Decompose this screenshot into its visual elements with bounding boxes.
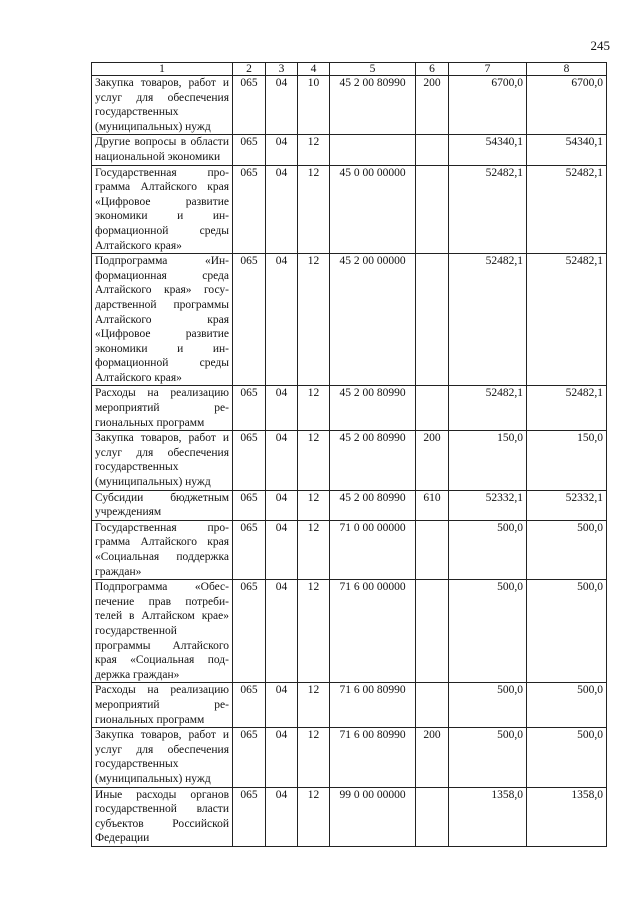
expense-type-cell	[416, 386, 449, 431]
subsection-cell: 12	[298, 431, 330, 490]
target-article-cell: 99 0 00 00000	[330, 787, 416, 846]
amount-cell: 52332,1	[449, 490, 527, 520]
page-number: 245	[590, 38, 610, 53]
row-name-cell: Государственная программа Алтайского края «Социальная поддержка граждан»	[92, 520, 233, 579]
header-cell: 7	[449, 63, 527, 76]
amount-cell: 52482,1	[527, 165, 607, 254]
subsection-cell: 12	[298, 135, 330, 165]
table-row	[92, 728, 607, 787]
amount-cell: 500,0	[527, 728, 607, 787]
subsection-cell: 12	[298, 165, 330, 254]
amount-cell: 500,0	[449, 520, 527, 579]
expense-type-cell	[416, 580, 449, 683]
row-name-cell: Подпрограмма «Информационная среда Алтайского края» государственной программы Алтайского края «Цифровое развитие экономики и информационной среды Алтайского края»	[92, 254, 233, 386]
row-name-cell: Закупка товаров, работ и услуг для обеспечения государственных (муниципальных) нужд	[92, 728, 233, 787]
target-article-cell: 71 0 00 00000	[330, 520, 416, 579]
row-name-cell: Закупка товаров, работ и услуг для обеспечения государственных (муниципальных) нужд	[92, 431, 233, 490]
admin-code-cell: 065	[233, 431, 266, 490]
amount-cell: 54340,1	[527, 135, 607, 165]
subsection-cell: 12	[298, 787, 330, 846]
amount-cell: 52482,1	[449, 254, 527, 386]
subsection-cell: 12	[298, 728, 330, 787]
table-header-row	[92, 63, 607, 76]
expense-type-cell: 610	[416, 490, 449, 520]
target-article-cell: 45 2 00 00000	[330, 254, 416, 386]
subsection-cell: 12	[298, 254, 330, 386]
header-cell: 1	[92, 63, 233, 76]
admin-code-cell: 065	[233, 490, 266, 520]
expense-type-cell	[416, 135, 449, 165]
section-cell: 04	[266, 135, 298, 165]
table-row	[92, 787, 607, 846]
amount-cell: 6700,0	[527, 76, 607, 135]
row-name-cell: Закупка товаров, работ и услуг для обеспечения государственных (муниципальных) нужд	[92, 76, 233, 135]
section-cell: 04	[266, 165, 298, 254]
admin-code-cell: 065	[233, 135, 266, 165]
header-cell: 4	[298, 63, 330, 76]
section-cell: 04	[266, 683, 298, 728]
header-cell: 6	[416, 63, 449, 76]
amount-cell: 52482,1	[527, 254, 607, 386]
admin-code-cell: 065	[233, 520, 266, 579]
header-cell: 8	[527, 63, 607, 76]
section-cell: 04	[266, 520, 298, 579]
row-name-cell: Другие вопросы в области национальной экономики	[92, 135, 233, 165]
expense-type-cell: 200	[416, 76, 449, 135]
target-article-cell: 45 2 00 80990	[330, 431, 416, 490]
amount-cell: 500,0	[527, 580, 607, 683]
amount-cell: 500,0	[449, 728, 527, 787]
header-cell: 5	[330, 63, 416, 76]
section-cell: 04	[266, 728, 298, 787]
amount-cell: 500,0	[527, 683, 607, 728]
budget-table	[91, 62, 607, 847]
amount-cell: 52482,1	[449, 165, 527, 254]
expense-type-cell	[416, 787, 449, 846]
subsection-cell: 12	[298, 580, 330, 683]
amount-cell: 1358,0	[449, 787, 527, 846]
amount-cell: 52482,1	[527, 386, 607, 431]
target-article-cell: 45 0 00 00000	[330, 165, 416, 254]
table-row	[92, 254, 607, 386]
expense-type-cell	[416, 683, 449, 728]
target-article-cell: 45 2 00 80990	[330, 490, 416, 520]
amount-cell: 52482,1	[449, 386, 527, 431]
admin-code-cell: 065	[233, 386, 266, 431]
amount-cell: 500,0	[449, 683, 527, 728]
row-name-cell: Иные расходы органов государственной власти субъектов Российской Федерации	[92, 787, 233, 846]
subsection-cell: 12	[298, 490, 330, 520]
section-cell: 04	[266, 431, 298, 490]
subsection-cell: 12	[298, 520, 330, 579]
target-article-cell: 71 6 00 80990	[330, 728, 416, 787]
section-cell: 04	[266, 386, 298, 431]
target-article-cell	[330, 135, 416, 165]
amount-cell: 150,0	[527, 431, 607, 490]
header-cell: 3	[266, 63, 298, 76]
table-row	[92, 490, 607, 520]
table-row	[92, 386, 607, 431]
admin-code-cell: 065	[233, 728, 266, 787]
table-row	[92, 431, 607, 490]
section-cell: 04	[266, 254, 298, 386]
target-article-cell: 71 6 00 80990	[330, 683, 416, 728]
table-body	[92, 76, 607, 847]
expense-type-cell: 200	[416, 728, 449, 787]
amount-cell: 500,0	[527, 520, 607, 579]
amount-cell: 150,0	[449, 431, 527, 490]
row-name-cell: Расходы на реализацию мероприятий региональных программ	[92, 386, 233, 431]
amount-cell: 54340,1	[449, 135, 527, 165]
admin-code-cell: 065	[233, 683, 266, 728]
expense-type-cell	[416, 254, 449, 386]
target-article-cell: 45 2 00 80990	[330, 386, 416, 431]
table-row	[92, 76, 607, 135]
subsection-cell: 12	[298, 683, 330, 728]
amount-cell: 1358,0	[527, 787, 607, 846]
expense-type-cell	[416, 165, 449, 254]
table-row	[92, 683, 607, 728]
target-article-cell: 71 6 00 00000	[330, 580, 416, 683]
section-cell: 04	[266, 580, 298, 683]
section-cell: 04	[266, 787, 298, 846]
table-row	[92, 135, 607, 165]
expense-type-cell: 200	[416, 431, 449, 490]
table-row	[92, 520, 607, 579]
amount-cell: 6700,0	[449, 76, 527, 135]
section-cell: 04	[266, 76, 298, 135]
expense-type-cell	[416, 520, 449, 579]
header-cell: 2	[233, 63, 266, 76]
admin-code-cell: 065	[233, 580, 266, 683]
subsection-cell: 12	[298, 386, 330, 431]
row-name-cell: Расходы на реализацию мероприятий региональных программ	[92, 683, 233, 728]
row-name-cell: Подпрограмма «Обеспечение прав потребителей в Алтайском крае» государственной программы Алтайского края «Социальная поддержка граждан»	[92, 580, 233, 683]
admin-code-cell: 065	[233, 76, 266, 135]
table-row	[92, 580, 607, 683]
admin-code-cell: 065	[233, 787, 266, 846]
target-article-cell: 45 2 00 80990	[330, 76, 416, 135]
amount-cell: 52332,1	[527, 490, 607, 520]
subsection-cell: 10	[298, 76, 330, 135]
row-name-cell: Государственная программа Алтайского края «Цифровое развитие экономики и информационной среды Алтайского края»	[92, 165, 233, 254]
admin-code-cell: 065	[233, 165, 266, 254]
section-cell: 04	[266, 490, 298, 520]
amount-cell: 500,0	[449, 580, 527, 683]
admin-code-cell: 065	[233, 254, 266, 386]
table-row	[92, 165, 607, 254]
row-name-cell: Субсидии бюджетным учреждениям	[92, 490, 233, 520]
